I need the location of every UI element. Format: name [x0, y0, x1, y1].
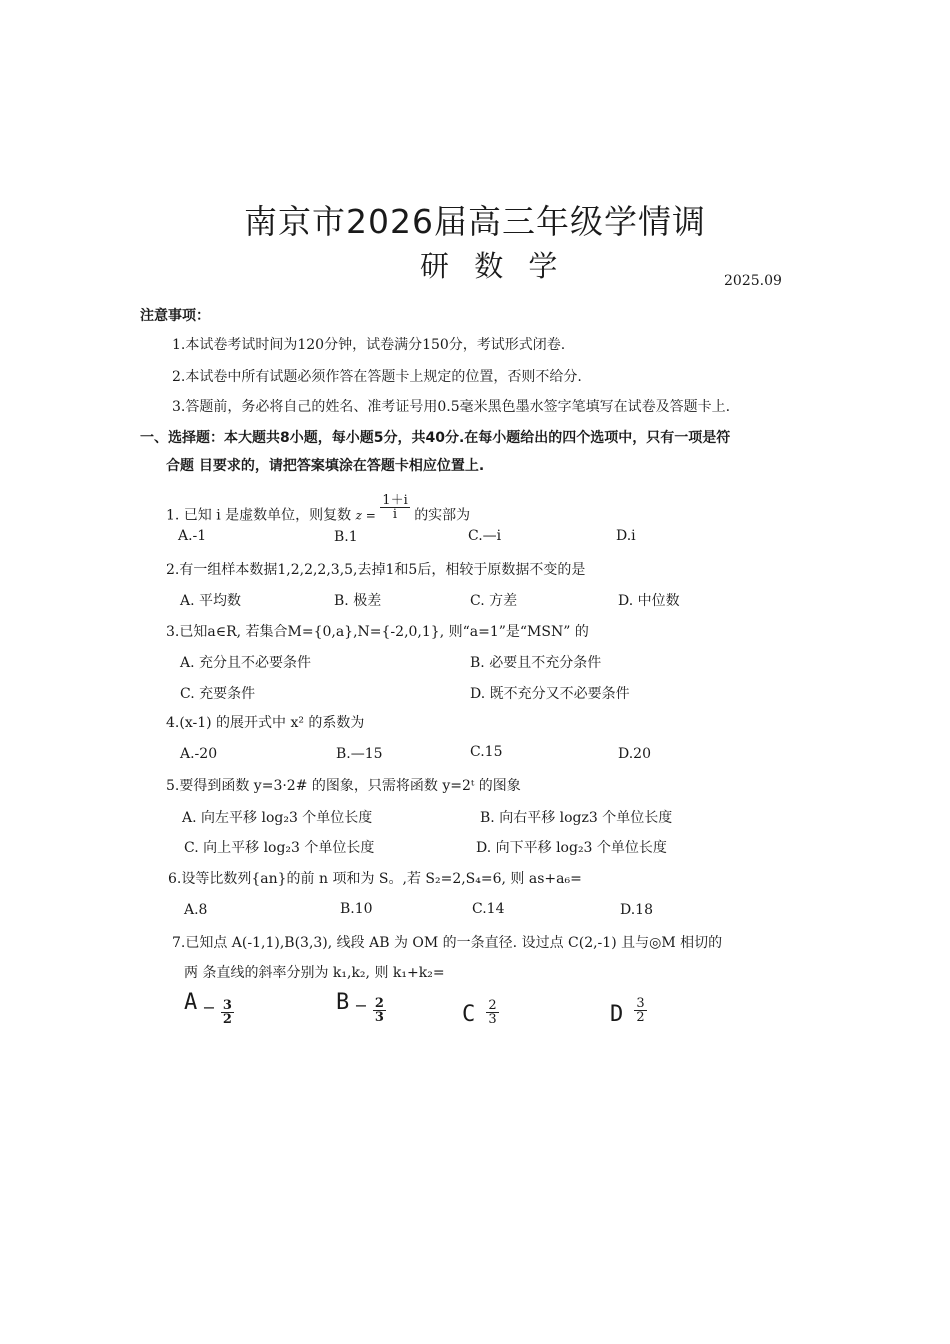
q5-option-c: C. 向上平移 log₂3 个单位长度: [184, 840, 375, 856]
q3-option-b: B. 必要且不充分条件: [470, 655, 602, 671]
option-sign: −: [202, 998, 216, 1017]
q1-option-a: A.-1: [178, 528, 207, 544]
exam-date: 2025.09: [724, 273, 782, 289]
q5-option-b: B. 向右平移 logz3 个单位长度: [480, 810, 673, 826]
option-letter: C: [462, 1002, 476, 1027]
option-fraction: [486, 999, 498, 1026]
section-instructions-line2: 合题 目要求的，请把答案填涂在答题卡相应位置上.: [166, 458, 485, 474]
q6-option-d: D.18: [620, 902, 653, 918]
notice-heading: 注意事项：: [140, 308, 210, 324]
question-1-text-a: 1. 已知 i 是虚数单位，则复数: [166, 507, 352, 524]
q2-option-a: A. 平均数: [180, 593, 242, 609]
option-letter: D: [610, 1002, 624, 1027]
q6-option-b: B.10: [340, 901, 373, 917]
q2-option-c: C. 方差: [470, 593, 518, 609]
section-instructions-line1: 一、选择题：本大题共8小题，每小题5分，共40分.在每小题给出的四个选项中，只有一项是符: [140, 430, 731, 446]
question-1-fraction: [380, 494, 409, 521]
fraction-numerator: 2: [488, 998, 497, 1013]
q3-option-a: A. 充分且不必要条件: [180, 655, 312, 671]
question-5-stem: 5.要得到函数 y=3·2# 的图象，只需将函数 y=2ᵗ 的图象: [166, 778, 521, 794]
q6-option-c: C.14: [472, 901, 505, 917]
q5-option-d: D. 向下平移 log₂3 个单位长度: [476, 840, 667, 856]
notice-item: 3.答题前，务必将自己的姓名、准考证号用0.5毫米黑色墨水签字笔填写在试卷及答题卡上.: [172, 399, 731, 415]
notice-item: 1.本试卷考试时间为120分钟，试卷满分150分，考试形式闭卷.: [172, 337, 566, 353]
q5-option-a: A. 向左平移 log₂3 个单位长度: [182, 810, 373, 826]
question-3-stem: 3.已知a∈R, 若集合M={0,a},N={-2,0,1}, 则“a=1”是“MSN” 的: [166, 624, 589, 640]
option-letter: A: [184, 990, 198, 1015]
exam-subject: 研 数 学: [420, 249, 566, 283]
q7-option-b: [336, 990, 386, 1025]
q1-option-b: B.1: [334, 529, 358, 545]
q7-option-d: [610, 996, 647, 1030]
q1-option-c: C.—i: [468, 528, 502, 544]
q1-option-d: D.i: [616, 528, 636, 544]
fraction-numerator: 3: [636, 996, 645, 1011]
fraction-numerator: 2: [374, 996, 384, 1011]
fraction-denominator: 2: [222, 1012, 232, 1027]
q4-option-b: B.—15: [336, 746, 383, 762]
q4-option-d: D.20: [618, 746, 651, 762]
notice-item: 2.本试卷中所有试题必须作答在答题卡上规定的位置，否则不给分.: [172, 369, 582, 385]
exam-title: 南京市2026届高三年级学情调: [244, 202, 706, 241]
question-1-stem: [166, 493, 471, 529]
question-1-z-label: z =: [355, 508, 376, 523]
fraction-denominator: 3: [488, 1012, 497, 1027]
question-2-stem: 2.有一组样本数据1,2,2,2,3,5,去掉1和5后，相较于原数据不变的是: [166, 562, 586, 578]
option-fraction: [221, 999, 234, 1026]
fraction-denominator: 3: [374, 1010, 384, 1025]
question-4-stem: 4.(x-1) 的展开式中 x² 的系数为: [166, 715, 365, 731]
fraction-numerator: 3: [222, 998, 232, 1013]
option-letter: B: [336, 990, 350, 1015]
q3-option-c: C. 充要条件: [180, 686, 256, 702]
question-1-text-b: 的实部为: [414, 507, 471, 524]
q2-option-b: B. 极差: [334, 593, 382, 609]
option-fraction: [634, 997, 646, 1024]
question-7-stem-line2: 两 条直线的斜率分别为 k₁,k₂, 则 k₁+k₂=: [184, 965, 445, 981]
fraction-denominator: i: [392, 507, 398, 522]
question-7-stem-line1: 7.已知点 A(-1,1),B(3,3), 线段 AB 为 OM 的一条直径. 设过点 C(2,-1) 且与◎M 相切的: [172, 935, 723, 951]
fraction-denominator: 2: [636, 1010, 645, 1025]
option-fraction: [373, 997, 386, 1024]
fraction-numerator: 1＋i: [382, 493, 408, 508]
option-sign: −: [354, 996, 368, 1015]
question-6-stem: 6.设等比数列{an}的前 n 项和为 S。,若 S₂=2,S₄=6, 则 as+a₆=: [168, 871, 582, 887]
q7-option-a: [184, 990, 234, 1027]
q3-option-d: D. 既不充分又不必要条件: [470, 686, 630, 702]
q4-option-a: A.-20: [180, 746, 218, 762]
q7-option-c: [462, 998, 499, 1030]
q4-option-c: C.15: [470, 744, 503, 760]
q6-option-a: A.8: [184, 902, 208, 918]
q2-option-d: D. 中位数: [618, 593, 680, 609]
